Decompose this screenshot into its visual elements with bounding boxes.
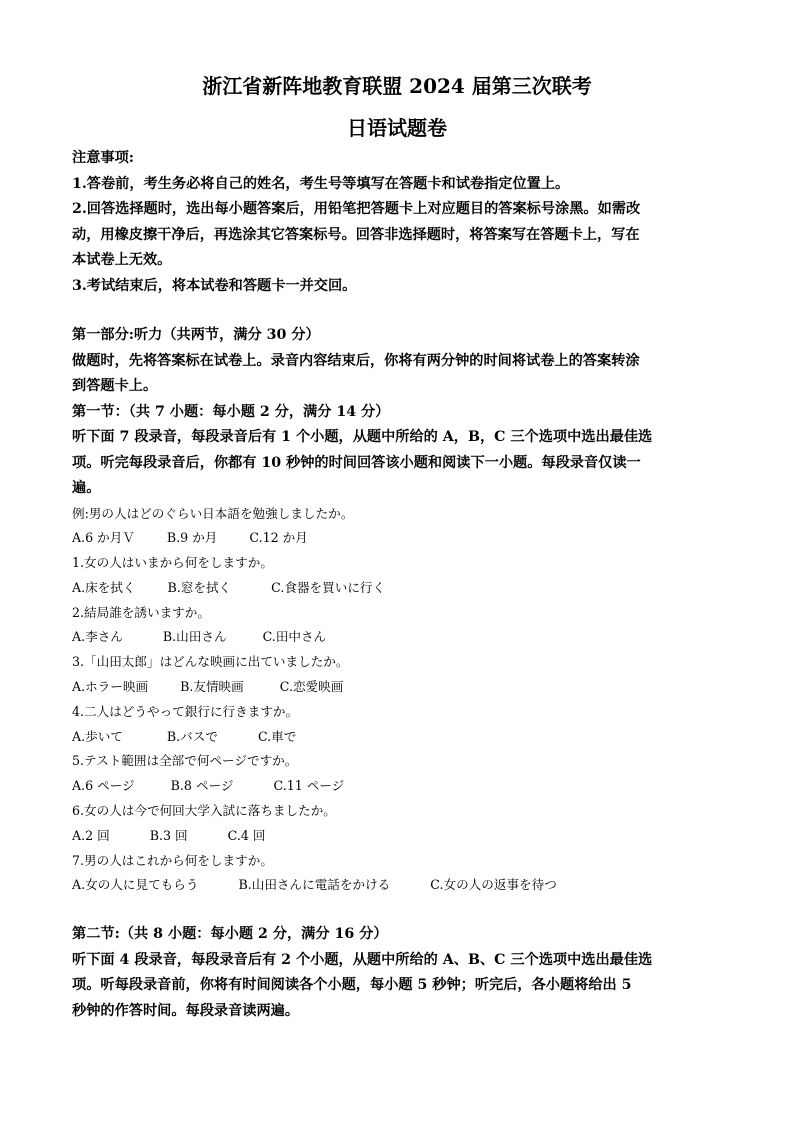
- question-text: 2.結局誰を誘いますか。: [72, 604, 210, 620]
- question-options: A.歩いて B.バスで C.車で: [72, 728, 297, 744]
- notice-line: 1.答卷前，考生务必将自己的姓名，考生号等填写在答题卡和试卷指定位置上。: [72, 175, 570, 192]
- part1-intro-line: 到答题卡上。: [72, 378, 158, 394]
- spacer: [72, 898, 724, 922]
- question-options: A.床を拭く B.窓を拭く C.食器を買いに行く: [72, 579, 386, 595]
- question-options: A.女の人に見てもらう B.山田さんに電話をかける C.女の人の返事を待つ: [72, 877, 557, 893]
- section2-heading: 第二节:（共 8 小题：每小题 2 分，满分 16 分）: [72, 926, 388, 943]
- part1-intro-line: 做题时，先将答案标在试卷上。录音内容结束后，你将有两分钟的时间将试卷上的答案转涂: [72, 352, 640, 369]
- notice-line: 2.回答选择题时，选出每小题答案后，用铅笔把答题卡上对应题目的答案标号涂黑。如需改: [72, 201, 641, 217]
- notice-line: 3.考试结束后，将本试卷和答题卡一并交回。: [72, 277, 357, 294]
- question-options: A.2 回 B.3 回 C.4 回: [72, 827, 266, 843]
- question-options: A.6 ページ B.8 ページ C.11 ページ: [72, 778, 345, 794]
- section2-intro-line: 秒钟的作答时间。每段录音读两遍。: [72, 1002, 300, 1019]
- question-options: A.ホラー映画 B.友情映画 C.恋愛映画: [72, 679, 344, 695]
- exam-content: [72, 146, 724, 1024]
- notice-line: 动，用橡皮擦干净后，再选涂其它答案标号。回答非选择题时，将答案写在答题卡上，写在: [72, 226, 640, 243]
- section1-intro-line: 听下面 7 段录音，每段录音后有 1 个小题，从题中所给的 A，B，C 三个选项中选出最佳选: [72, 429, 653, 445]
- section1-intro-line: 遍。: [72, 480, 101, 496]
- exam-subtitle: 日语试题卷: [347, 116, 447, 140]
- notice-heading: 注意事项:: [72, 150, 134, 166]
- exam-title: 浙江省新阵地教育联盟 2024 届第三次联考: [202, 74, 592, 98]
- question-text: 4.二人はどうやって銀行に行きますか。: [72, 703, 299, 719]
- section1-heading: 第一节：（共 7 小题：每小题 2 分，满分 14 分）: [72, 403, 390, 420]
- notice-line: 本试卷上无效。: [72, 252, 172, 268]
- question-text: 5.テスト範囲は全部で何ページですか。: [72, 753, 298, 769]
- question-options: A.6 か月Ｖ B.9 か月 C.12 か月: [72, 530, 308, 546]
- spacer: [72, 299, 724, 323]
- section1-intro-line: 项。听完每段录音后，你都有 10 秒钟的时间回答该小题和阅读下一小题。每段录音仅读一: [72, 454, 641, 471]
- question-text: 1.女の人はいまから何をしますか。: [72, 555, 273, 571]
- question-text: 例:男の人はどのぐらい日本語を勉強しましたか。: [72, 505, 354, 521]
- question-options: A.李さん B.山田さん C.田中さん: [72, 629, 327, 645]
- part1-heading: 第一部分:听力（共两节，满分 30 分）: [72, 327, 320, 343]
- section2-intro-line: 项。听每段录音前，你将有时间阅读各个小题，每小题 5 秒钟；听完后，各小题将给出 5: [72, 977, 632, 994]
- question-text: 3.「山田太郎」はどんな映画に出ていましたか。: [72, 654, 349, 670]
- question-text: 7.男の人はこれから何をしますか。: [72, 852, 273, 868]
- section2-intro-line: 听下面 4 段录音，每段录音后有 2 个小题，从题中所给的 A、B、C 三个选项中选出最佳选: [72, 951, 653, 968]
- question-text: 6.女の人は今で何回大学入試に落ちましたか。: [72, 803, 336, 819]
